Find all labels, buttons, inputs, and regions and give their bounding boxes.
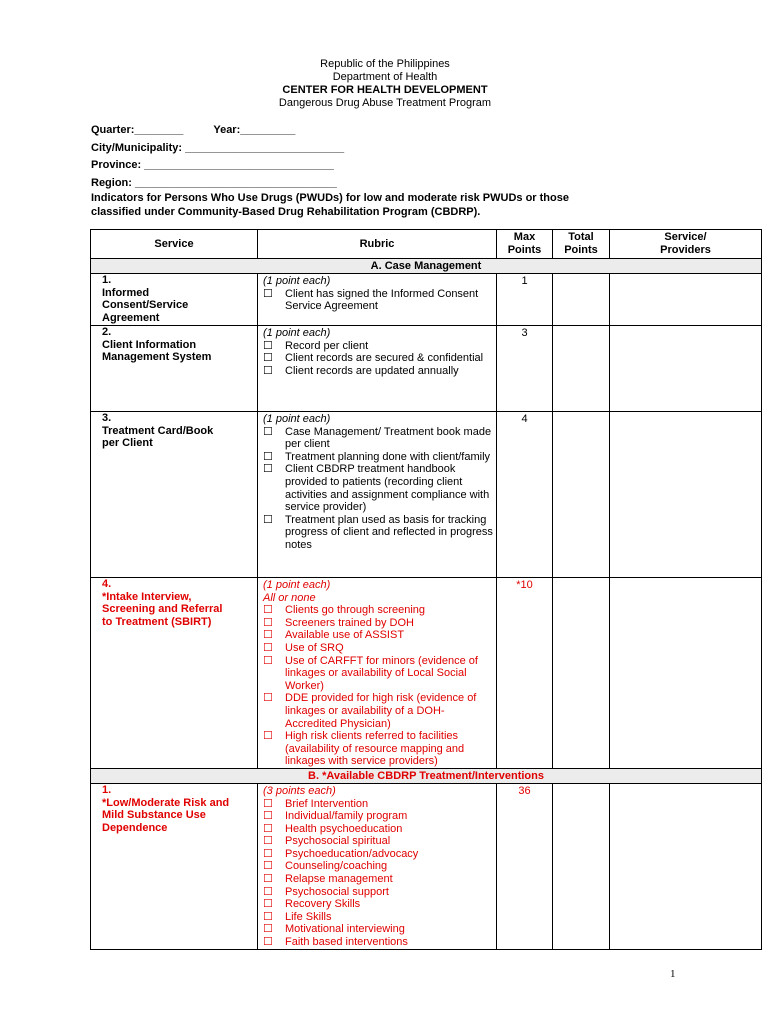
rubric-item — [263, 848, 493, 861]
rubric-item — [263, 798, 493, 811]
service-cell — [91, 783, 258, 949]
max-points-cell: 1 — [497, 274, 553, 326]
checkbox-icon[interactable]: ☐ — [263, 692, 273, 705]
checkbox-icon[interactable]: ☐ — [263, 641, 273, 654]
rubric-item — [263, 835, 493, 848]
rubric-item — [263, 860, 493, 873]
checkbox-icon[interactable]: ☐ — [263, 616, 273, 629]
rubric-item-text: Treatment planning done with client/family — [285, 450, 491, 463]
checkbox-icon[interactable]: ☐ — [263, 873, 273, 886]
rubric-item — [263, 463, 493, 513]
service-number: 2. — [102, 326, 112, 338]
checkbox-icon[interactable]: ☐ — [263, 450, 273, 463]
checkbox-icon[interactable]: ☐ — [263, 604, 273, 617]
service-name: Treatment Card/Book per Client — [102, 424, 214, 450]
col-header-rubric: Rubric — [258, 230, 497, 259]
rubric-item — [263, 692, 493, 730]
service-number: 1. — [102, 783, 112, 796]
rubric-item — [263, 655, 493, 693]
rubric-item-text: Use of SRQ — [285, 641, 344, 654]
rubric-item-text: Brief Intervention — [285, 797, 369, 810]
service-providers-cell[interactable] — [610, 412, 762, 578]
rubric-item — [263, 886, 493, 899]
checkbox-icon[interactable]: ☐ — [263, 810, 273, 823]
rubric-item — [263, 810, 493, 823]
service-number: 3. — [102, 412, 112, 424]
checkbox-icon[interactable]: ☐ — [263, 835, 273, 848]
rubric-item-text: Counseling/coaching — [285, 860, 388, 873]
checkbox-icon[interactable]: ☐ — [263, 923, 273, 936]
rubric-cell — [258, 783, 497, 949]
rubric-item — [263, 617, 493, 630]
rubric-item-text: Client records are updated annually — [285, 364, 459, 377]
rubric-item — [263, 936, 493, 949]
rubric-item-text: DDE provided for high risk (evidence of linkages or availability of a DOH-Accredited Physician) — [285, 692, 477, 730]
rubric-note: (3 points each) — [263, 784, 336, 797]
rubric-item — [263, 873, 493, 886]
service-providers-cell[interactable] — [610, 274, 762, 326]
checkbox-icon[interactable]: ☐ — [263, 425, 273, 438]
province-field[interactable]: Province: _______________________________ — [91, 159, 334, 171]
header-program: Dangerous Drug Abuse Treatment Program — [278, 97, 492, 109]
rubric-item-text: Recovery Skills — [285, 898, 361, 911]
rubric-item-text: Psychoeducation/advocacy — [285, 847, 419, 860]
rubric-item-text: High risk clients referred to facilities (availability of resource mapping and linkages with service providers) — [285, 730, 465, 768]
rubric-note: (1 point each) — [263, 327, 331, 339]
year-field[interactable]: Year:_________ — [213, 124, 296, 136]
table-row — [91, 783, 762, 949]
checkbox-icon[interactable]: ☐ — [263, 352, 273, 365]
rubric-cell — [258, 578, 497, 769]
rubric-item — [263, 365, 493, 378]
service-cell — [91, 326, 258, 412]
rubric-item-text: Client CBDRP treatment handbook provided to patients (recording client activities and assignment compliance with service provider) — [285, 463, 490, 514]
checkbox-icon[interactable]: ☐ — [263, 885, 273, 898]
page-number: 1 — [670, 968, 676, 980]
col-header-total-points: Total Points — [553, 230, 610, 259]
indicators-heading — [91, 191, 691, 219]
max-points-cell: 4 — [497, 412, 553, 578]
total-points-cell[interactable] — [553, 783, 610, 949]
checkbox-icon[interactable]: ☐ — [263, 629, 273, 642]
rubric-item — [263, 629, 493, 642]
max-points-cell: 36 — [497, 783, 553, 949]
rubric-item — [263, 451, 493, 464]
table-row — [91, 274, 762, 326]
checkbox-icon[interactable]: ☐ — [263, 364, 273, 377]
checkbox-icon[interactable]: ☐ — [263, 513, 273, 526]
service-cell — [91, 578, 258, 769]
service-cell — [91, 274, 258, 326]
rubric-item — [263, 288, 493, 313]
rubric-item-text: Clients go through screening — [285, 604, 426, 617]
form-fields — [91, 122, 344, 192]
checkbox-icon[interactable]: ☐ — [263, 339, 273, 352]
service-number: 4. — [102, 578, 112, 590]
section-b-row — [91, 768, 762, 783]
service-name: Client Information Management System — [102, 338, 212, 364]
checkbox-icon[interactable]: ☐ — [263, 730, 273, 743]
rubric-item — [263, 923, 493, 936]
city-field[interactable]: City/Municipality: __________________________ — [91, 141, 345, 154]
rubric-item — [263, 730, 493, 768]
checkbox-icon[interactable]: ☐ — [263, 898, 273, 911]
rubric-item — [263, 898, 493, 911]
region-field[interactable]: Region: _________________________________ — [91, 176, 337, 189]
rubric-item — [263, 823, 493, 836]
header-republic: Republic of the Philippines — [320, 58, 450, 70]
col-header-service: Service — [91, 230, 258, 259]
rubric-item-text: Psychosocial spiritual — [285, 835, 391, 848]
total-points-cell[interactable] — [553, 274, 610, 326]
rubric-item-text: Client records are secured & confidential — [285, 352, 484, 365]
rubric-item — [263, 340, 493, 353]
rubric-item — [263, 604, 493, 617]
table-row — [91, 326, 762, 412]
rubric-item-text: Record per client — [285, 339, 369, 352]
rubric-cell — [258, 274, 497, 326]
service-name: *Low/Moderate Risk and Mild Substance Use Dependence — [102, 796, 230, 834]
rubric-item-text: Life Skills — [285, 910, 332, 923]
checkbox-icon[interactable]: ☐ — [263, 847, 273, 860]
checkbox-icon[interactable]: ☐ — [263, 936, 273, 949]
checkbox-icon[interactable]: ☐ — [263, 822, 273, 835]
quarter-field[interactable]: Quarter:________ — [91, 124, 184, 136]
rubric-item-text: Relapse management — [285, 873, 393, 886]
indicators-line-2: classified under Community-Based Drug Rehabilitation Program (CBDRP). — [91, 206, 481, 218]
checkbox-icon[interactable]: ☐ — [263, 797, 273, 810]
rubric-note-secondary: All or none — [263, 591, 316, 604]
rubric-note: (1 point each) — [263, 413, 331, 425]
rubric-item-text: Individual/family program — [285, 810, 408, 823]
checkbox-icon[interactable]: ☐ — [263, 287, 273, 300]
rubric-item-text: Faith based interventions — [285, 936, 408, 949]
rubric-item-text: Use of CARFFT for minors (evidence of linkages or availability of Local Social Worker) — [285, 654, 478, 692]
rubric-item-text: Treatment plan used as basis for tracking progress of client and reflected in progress notes — [285, 513, 493, 551]
indicators-line-1: Indicators for Persons Who Use Drugs (PWUDs) for low and moderate risk PWUDs or those — [91, 192, 569, 204]
service-name: Informed Consent/Service Agreement — [102, 286, 189, 324]
rubric-item-text: Health psychoeducation — [285, 822, 403, 835]
service-number: 1. — [102, 274, 112, 286]
rubric-item — [263, 642, 493, 655]
table-header-row — [91, 230, 762, 259]
rubric-item-text: Case Management/ Treatment book made per client — [285, 425, 492, 451]
rubric-item — [263, 426, 493, 451]
col-header-service-providers: Service/ Providers — [610, 230, 762, 259]
section-a-row — [91, 259, 762, 274]
checkbox-icon[interactable]: ☐ — [263, 654, 273, 667]
max-points-cell: 3 — [497, 326, 553, 412]
service-providers-cell[interactable] — [610, 783, 762, 949]
rubric-item-text: Screeners trained by DOH — [285, 616, 414, 629]
service-providers-cell[interactable] — [610, 578, 762, 769]
total-points-cell[interactable] — [553, 578, 610, 769]
rubric-item — [263, 911, 493, 924]
max-points-cell: *10 — [497, 578, 553, 769]
service-name: *Intake Interview, Screening and Referral to Treatment (SBIRT) — [102, 590, 223, 628]
section-b-title: B. *Available CBDRP Treatment/Interventions — [91, 768, 762, 783]
rubric-note: (1 point each) — [263, 275, 331, 287]
rubric-item-text: Client has signed the Informed Consent Service Agreement — [285, 287, 479, 313]
service-providers-cell[interactable] — [610, 326, 762, 412]
checkbox-icon[interactable]: ☐ — [263, 463, 273, 476]
rubric-item — [263, 352, 493, 365]
rubric-note: (1 point each) — [263, 579, 331, 591]
total-points-cell[interactable] — [553, 412, 610, 578]
header-department: Department of Health — [332, 71, 438, 83]
section-a-title: A. Case Management — [91, 259, 762, 274]
table-row — [91, 412, 762, 578]
service-cell — [91, 412, 258, 578]
rubric-item-text: Psychosocial support — [285, 885, 389, 898]
header-center: CENTER FOR HEALTH DEVELOPMENT — [282, 84, 488, 96]
document-header — [0, 58, 770, 110]
col-header-max-points: Max Points — [497, 230, 553, 259]
rubric-cell — [258, 412, 497, 578]
total-points-cell[interactable] — [553, 326, 610, 412]
rubric-item-text: Available use of ASSIST — [285, 629, 405, 642]
rubric-cell — [258, 326, 497, 412]
checkbox-icon[interactable]: ☐ — [263, 860, 273, 873]
rubric-item — [263, 514, 493, 552]
checkbox-icon[interactable]: ☐ — [263, 910, 273, 923]
table-row — [91, 578, 762, 769]
rubric-item-text: Motivational interviewing — [285, 923, 405, 936]
indicators-table — [90, 229, 762, 950]
